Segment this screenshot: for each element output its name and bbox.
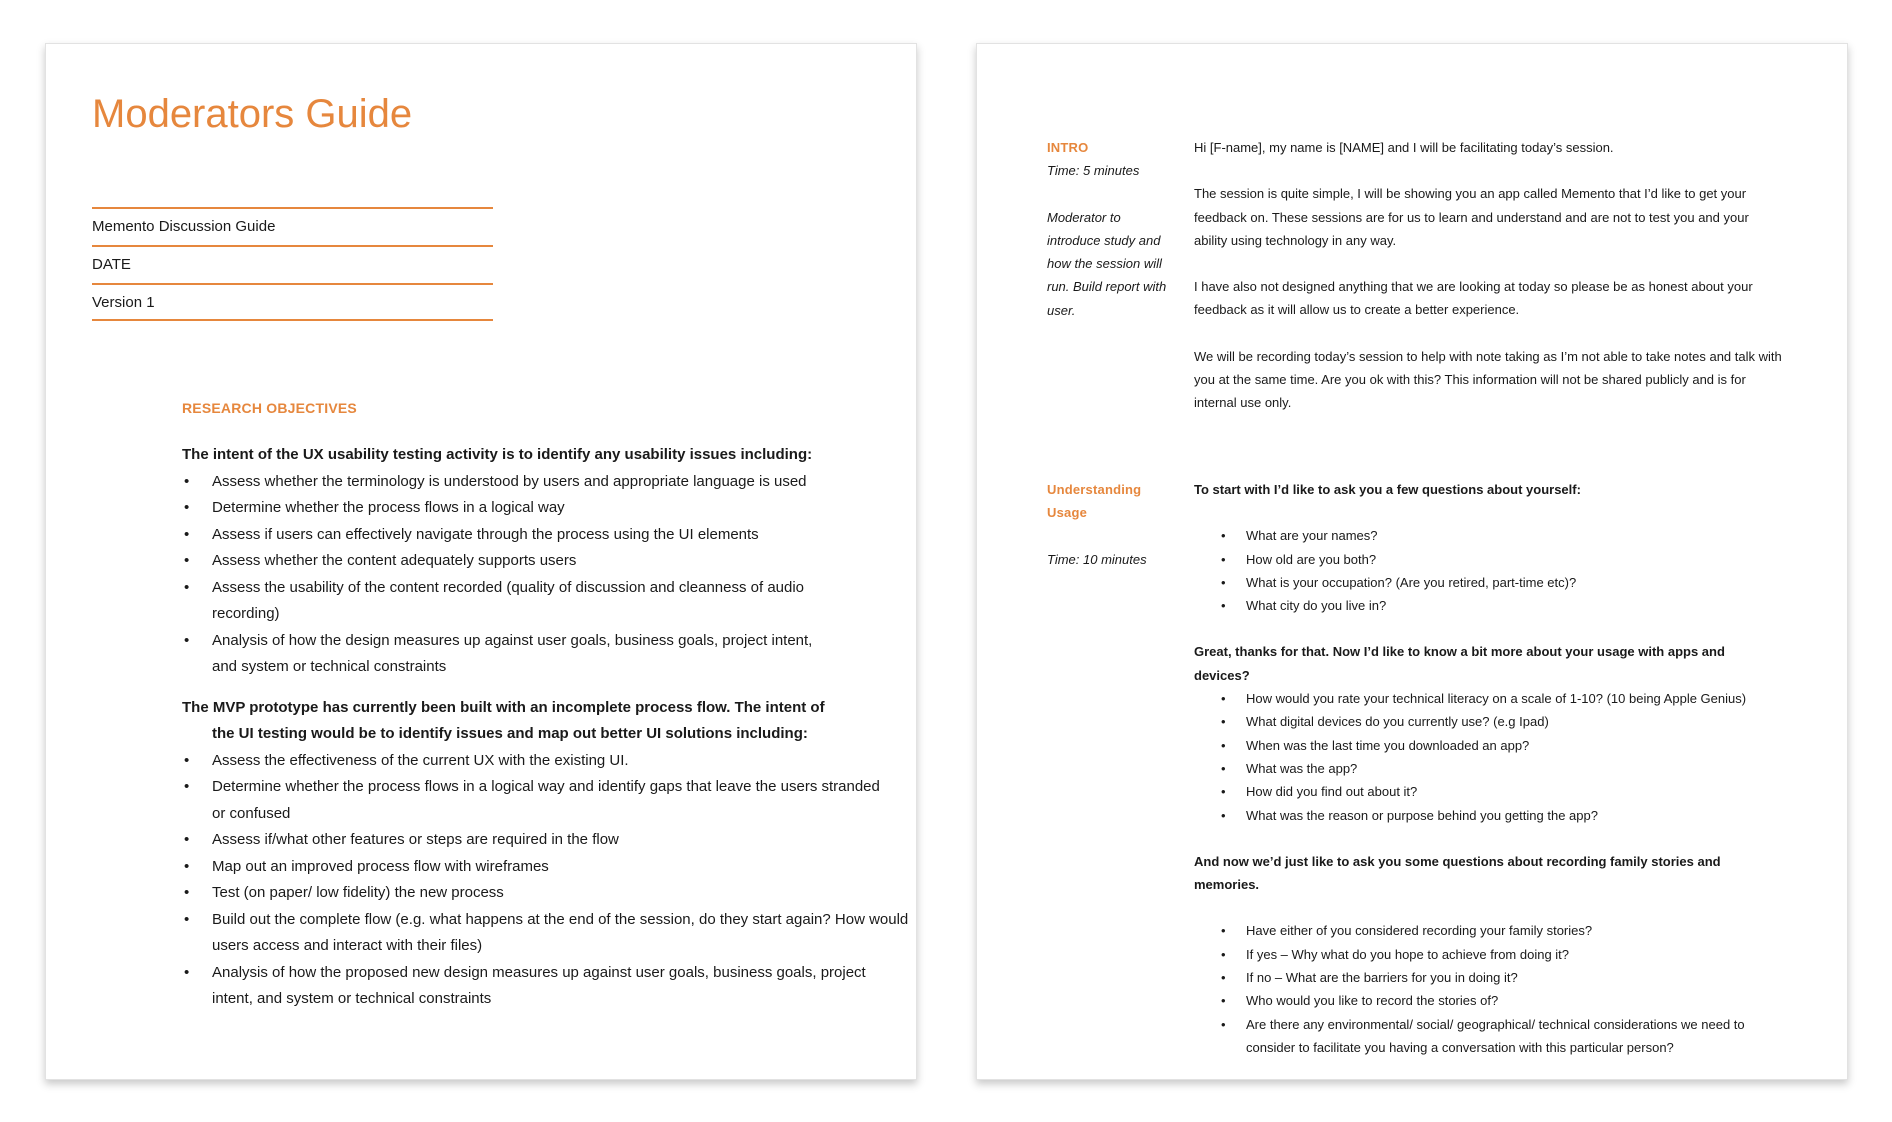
meta-guide-name: Memento Discussion Guide (92, 207, 493, 245)
research-objectives-heading: RESEARCH OBJECTIVES (182, 400, 357, 416)
objectives-intro-2-line-1: The MVP prototype has currently been built with an incomplete process flow. The intent of (182, 698, 825, 716)
list-item: • What was the reason or purpose behind you getting the app? (1246, 804, 1784, 827)
intro-label: INTRO (1047, 140, 1089, 155)
document-page-1 (45, 43, 917, 1080)
question-list-1 (1194, 524, 1784, 617)
usage-questions (1194, 478, 1784, 1059)
document-title: Moderators Guide (92, 92, 413, 136)
usage-label: Understanding Usage (1047, 482, 1142, 521)
usage-sidebar (1047, 478, 1177, 571)
list-item: • Assess the usability of the content recorded (quality of discussion and cleanness of audio recording) (182, 575, 852, 628)
list-item: • Analysis of how the proposed new design measures up against user goals, business goals, project intent, and system or technical constraints (182, 960, 892, 1013)
objectives-intro-2 (182, 695, 892, 748)
list-item: • How did you find out about it? (1246, 780, 1784, 803)
list-item: • Build out the complete flow (e.g. what happens at the end of the session, do they start again? How would users access and interact with their files) (182, 907, 912, 960)
question-list-2 (1194, 687, 1784, 827)
list-item: • Who would you like to record the stories of? (1246, 989, 1784, 1012)
list-item: • What is your occupation? (Are you retired, part-time etc)? (1246, 571, 1784, 594)
list-item: • What are your names? (1246, 524, 1784, 547)
list-item: • What was the app? (1246, 757, 1784, 780)
list-item: • Analysis of how the design measures up against user goals, business goals, project intent, and system or technical constraints (182, 628, 832, 681)
list-item: • If yes – Why what do you hope to achieve from doing it? (1246, 943, 1784, 966)
question-heading-1: To start with I’d like to ask you a few questions about yourself: (1194, 482, 1581, 497)
list-item: • Test (on paper/ low fidelity) the new process (182, 880, 892, 907)
intro-paragraph: The session is quite simple, I will be showing you an app called Memento that I’d like to get your feedback on. These sessions are for us to learn and understand and are not to test you and your ability using technology in any way. (1194, 186, 1749, 248)
intro-time: Time: 5 minutes (1047, 163, 1140, 179)
list-item: • Assess whether the terminology is understood by users and appropriate language is used (182, 469, 892, 496)
question-heading-2: Great, thanks for that. Now I’d like to know a bit more about your usage with apps and devices? (1194, 644, 1725, 683)
list-item: • Are there any environmental/ social/ geographical/ technical considerations we need to consider to facilitate you having a conversation with this particular person? (1246, 1013, 1784, 1060)
intro-paragraph: Hi [F-name], my name is [NAME] and I will be facilitating today’s session. (1194, 140, 1614, 155)
question-heading-3: And now we’d just like to ask you some questions about recording family stories and memories. (1194, 853, 1721, 893)
list-item: • Assess the effectiveness of the current UX with the existing UI. (182, 748, 892, 775)
objectives-intro-1: The intent of the UX usability testing activity is to identify any usability issues including: (182, 446, 813, 463)
list-item: • Map out an improved process flow with wireframes (182, 854, 892, 881)
objectives-list-1 (182, 469, 892, 681)
list-item: • When was the last time you downloaded an app? (1246, 734, 1784, 757)
list-item: • Have either of you considered recording your family stories? (1246, 919, 1784, 942)
meta-version: Version 1 (92, 283, 493, 321)
intro-paragraph: I have also not designed anything that we are looking at today so please be as honest about your feedback as it will allow us to create a better experience. (1194, 279, 1753, 318)
list-item: • How old are you both? (1246, 548, 1784, 571)
meta-date: DATE (92, 245, 493, 283)
document-page-2 (976, 43, 1848, 1080)
question-list-3 (1194, 919, 1784, 1059)
list-item: • Assess if/what other features or steps are required in the flow (182, 827, 892, 854)
objectives-list-2 (182, 748, 909, 1013)
list-item: • What digital devices do you currently use? (e.g Ipad) (1246, 710, 1784, 733)
intro-sidebar (1047, 136, 1177, 322)
research-objectives-section (182, 400, 909, 1013)
list-item: • What city do you live in? (1246, 594, 1784, 617)
objectives-intro-2-line-2: the UI testing would be to identify issues and map out better UI solutions including: (212, 725, 808, 742)
intro-script (1194, 136, 1784, 415)
list-item: • How would you rate your technical literacy on a scale of 1-10? (10 being Apple Genius) (1246, 687, 1784, 710)
document-meta-table (92, 207, 493, 321)
list-item: • Assess if users can effectively navigate through the process using the UI elements (182, 522, 892, 549)
list-item: • Assess whether the content adequately supports users (182, 548, 892, 575)
usage-time: Time: 10 minutes (1047, 551, 1147, 567)
list-item: • If no – What are the barriers for you in doing it? (1246, 966, 1784, 989)
list-item: • Determine whether the process flows in a logical way (182, 495, 892, 522)
intro-paragraph: We will be recording today’s session to help with note taking as I’m not able to take notes and talk with you at the same time. Are you ok with this? This information will not be shared publicly and is for internal use only. (1194, 348, 1782, 411)
intro-moderator-note: Moderator to introduce study and how the session will run. Build report with user. (1047, 209, 1167, 318)
list-item: • Determine whether the process flows in a logical way and identify gaps that leave the users stranded or confused (182, 774, 892, 827)
